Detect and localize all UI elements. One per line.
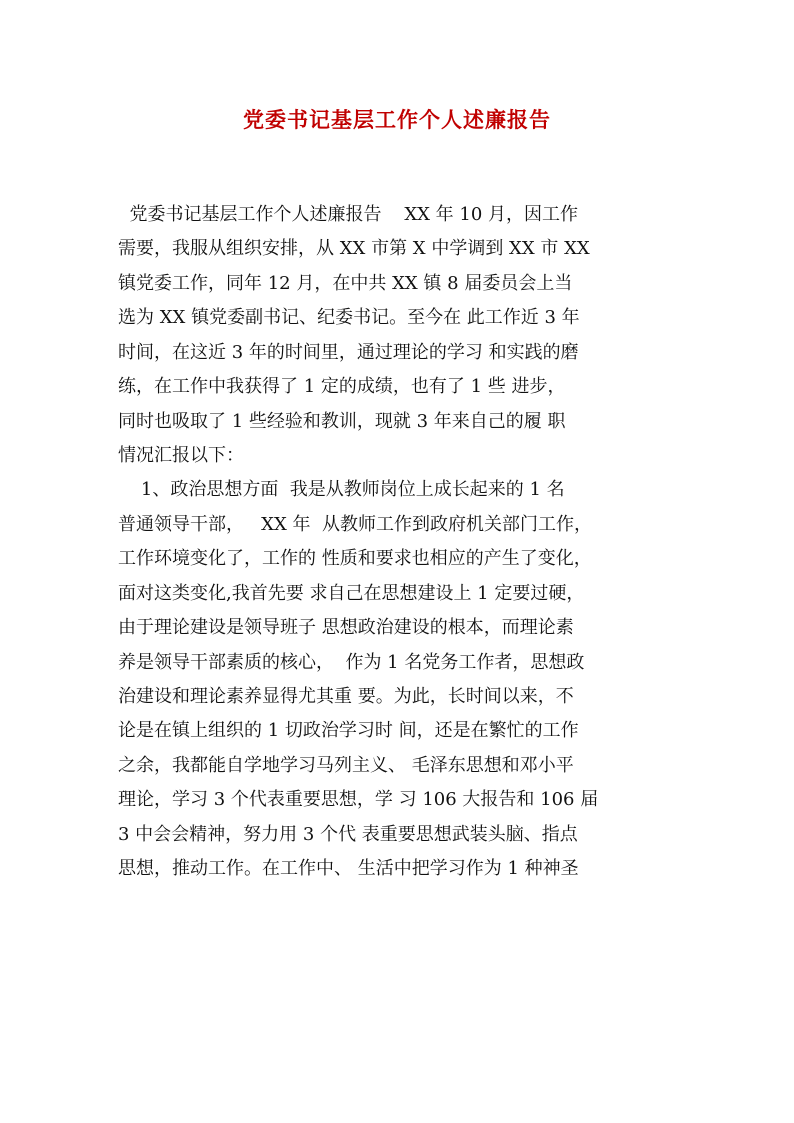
body-line-3: 镇党委工作，同年 12 月，在中共 XX 镇 8 届委员会上当 (118, 273, 573, 294)
body-line-10: 普通领导干部， XX 年 从教师工作到政府机关部门工作， (118, 514, 592, 535)
body-line-8: 情况汇报以下： (118, 445, 244, 466)
body-line-15: 治建设和理论素养显得尤其重 要。为此，长时间以来，不 (118, 686, 574, 707)
body-line-2: 需要，我服从组织安排，从 XX 市第 X 中学调到 XX 市 XX (118, 238, 590, 259)
body-line-1: 党委书记基层工作个人述廉报告 XX 年 10 月，因工作 (118, 204, 579, 225)
body-line-6: 练，在工作中我获得了 1 定的成绩，也有了 1 些 进步， (118, 376, 566, 397)
section-heading-line: 1、政治思想方面 我是从教师岗位上成长起来的 1 名 (118, 479, 565, 500)
body-line-12: 面对这类变化,我首先要 求自己在思想建设上 1 定要过硬， (118, 583, 585, 604)
body-line-4: 选为 XX 镇党委副书记、纪委书记。至今在 此工作近 3 年 (118, 307, 580, 328)
body-line-16: 论是在镇上组织的 1 切政治学习时 间，还是在繁忙的工作 (118, 720, 579, 741)
body-line-5: 时间，在这近 3 年的时间里，通过理论的学习 和实践的磨 (118, 342, 579, 363)
body-line-7: 同时也吸取了 1 些经验和教训，现就 3 年来自己的履 职 (118, 411, 566, 432)
body-line-14: 养是领导干部素质的核心， 作为 1 名党务工作者，思想政 (118, 652, 585, 673)
body-line-19: 3 中会会精神，努力用 3 个代 表重要思想武装头脑、指点 (118, 824, 578, 845)
body-line-13: 由于理论建设是领导班子 思想政治建设的根本，而理论素 (118, 617, 574, 638)
body-line-17: 之余，我都能自学地学习马列主义、 毛泽东思想和邓小平 (118, 755, 574, 776)
body-line-18: 理论，学习 3 个代表重要思想，学 习 106 大报告和 106 届 (118, 789, 599, 810)
document-title: 党委书记基层工作个人述廉报告 (243, 107, 551, 132)
body-line-11: 工作环境变化了，工作的 性质和要求也相应的产生了变化， (118, 548, 592, 569)
body-line-20: 思想，推动工作。在工作中、 生活中把学习作为 1 种神圣 (118, 858, 579, 879)
